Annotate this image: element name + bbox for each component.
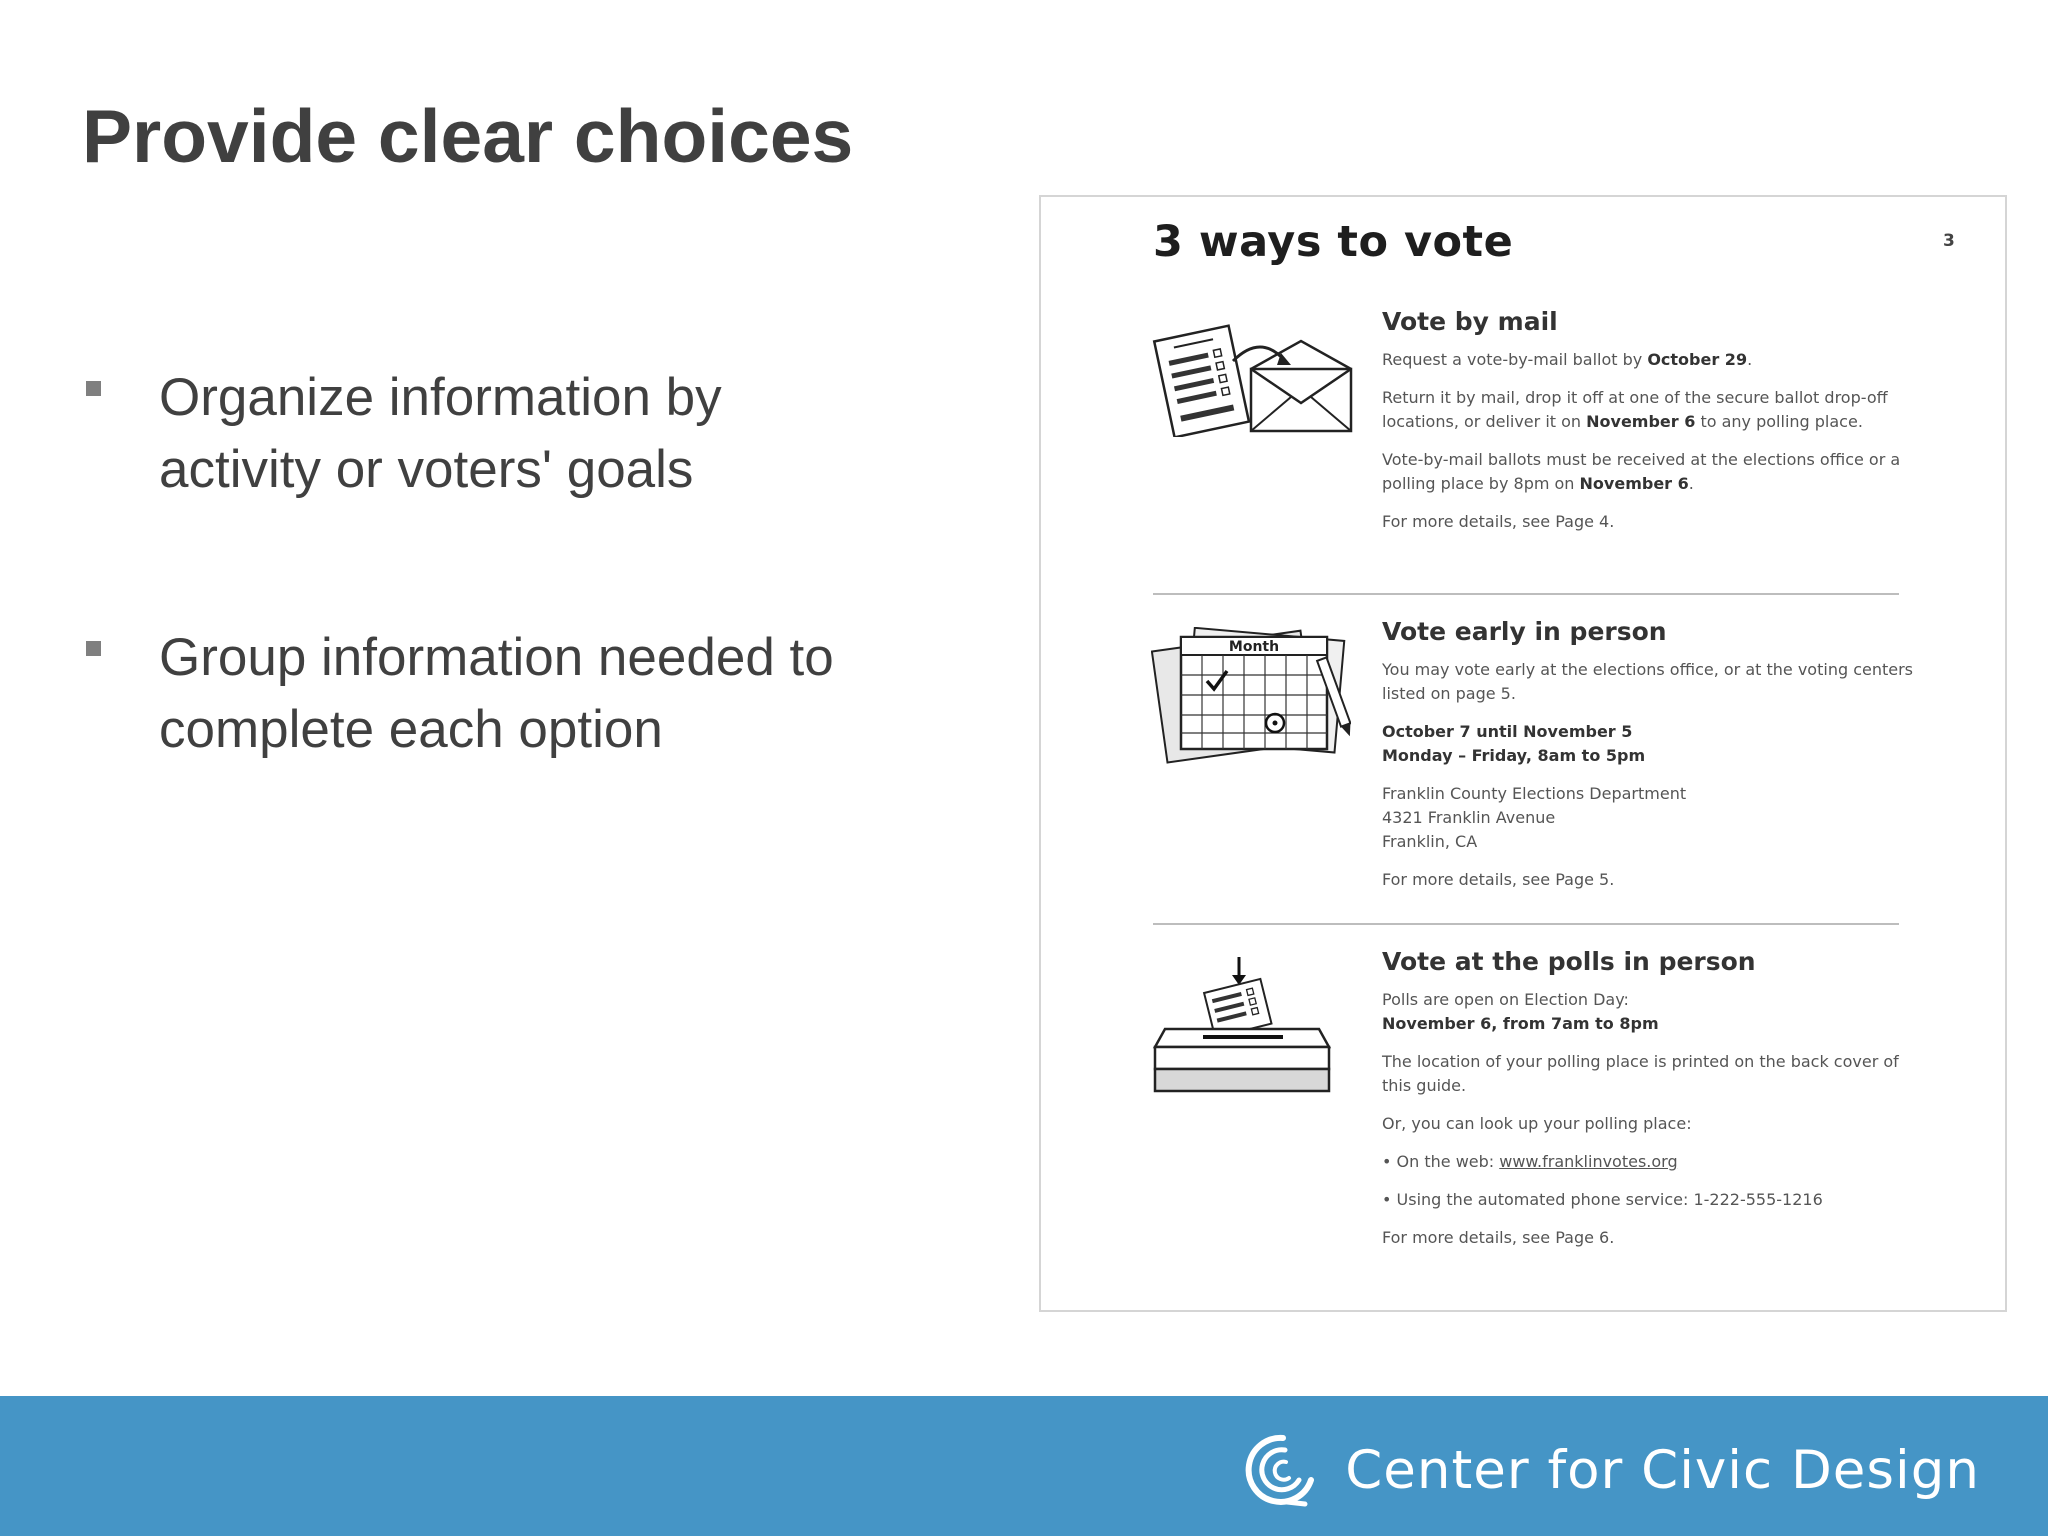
document-title: 3 ways to vote — [1153, 217, 1514, 267]
page-number: 3 — [1943, 231, 1955, 251]
section-heading: Vote early in person — [1382, 617, 1667, 646]
bullet-text-line: Group information needed to — [159, 628, 834, 687]
section-paragraph: Vote-by-mail ballots must be received at the elections office or a polling place by 8pm on November 6. — [1382, 450, 1901, 493]
brand-name: Center for Civic Design — [1345, 1439, 1980, 1501]
section-heading: Vote at the polls in person — [1382, 947, 1756, 976]
bullet-text-line: Organize information by — [159, 368, 722, 427]
ballot-envelope-icon — [1151, 317, 1365, 437]
bullet-text-line: complete each option — [159, 700, 663, 759]
section-paragraph: The location of your polling place is printed on the back cover of this guide. — [1382, 1052, 1899, 1095]
section-heading: Vote by mail — [1382, 307, 1558, 336]
brand — [1239, 1430, 1980, 1510]
bullet-item — [86, 362, 946, 506]
section-divider — [1153, 593, 1899, 595]
more-details-note: For more details, see Page 4. — [1382, 512, 1615, 531]
slide-title: Provide clear choices — [82, 94, 854, 178]
bullet-list — [86, 362, 946, 882]
more-details-note: For more details, see Page 6. — [1382, 1228, 1615, 1247]
calendar-month-label: Month — [1228, 639, 1280, 655]
franklinvotes-link[interactable]: www.franklinvotes.org — [1499, 1152, 1678, 1171]
more-details-note: For more details, see Page 5. — [1382, 870, 1615, 889]
bullet-item — [86, 622, 946, 766]
civic-design-logo-icon — [1239, 1430, 1319, 1510]
section-paragraph: Or, you can look up your polling place: — [1382, 1114, 1692, 1133]
section-paragraph: Return it by mail, drop it off at one of the secure ballot drop-off locations, or deliver it on November 6 to any polling place. — [1382, 388, 1888, 431]
web-lookup-item: • On the web: www.franklinvotes.org — [1382, 1152, 1678, 1171]
section-paragraph: Polls are open on Election Day: November 6, from 7am to 8pm — [1382, 990, 1659, 1033]
section-paragraph: Request a vote-by-mail ballot by October 29. — [1382, 350, 1753, 369]
bullet-text-line: activity or voters' goals — [159, 440, 694, 499]
footer-bar — [0, 1396, 2048, 1536]
dates-hours: October 7 until November 5 Monday – Friday, 8am to 5pm — [1382, 722, 1646, 765]
section-divider — [1153, 923, 1899, 925]
square-bullet-icon — [86, 641, 101, 656]
square-bullet-icon — [86, 381, 101, 396]
calendar-icon — [1151, 627, 1351, 767]
phone-lookup-item: • Using the automated phone service: 1-222-555-1216 — [1382, 1190, 1823, 1209]
elections-office-address: Franklin County Elections Department 4321 Franklin Avenue Franklin, CA — [1382, 784, 1687, 851]
section-paragraph: You may vote early at the elections office, or at the voting centers listed on page 5. — [1382, 660, 1914, 703]
voter-guide-page — [1039, 195, 2007, 1312]
ballot-box-icon — [1151, 957, 1341, 1097]
